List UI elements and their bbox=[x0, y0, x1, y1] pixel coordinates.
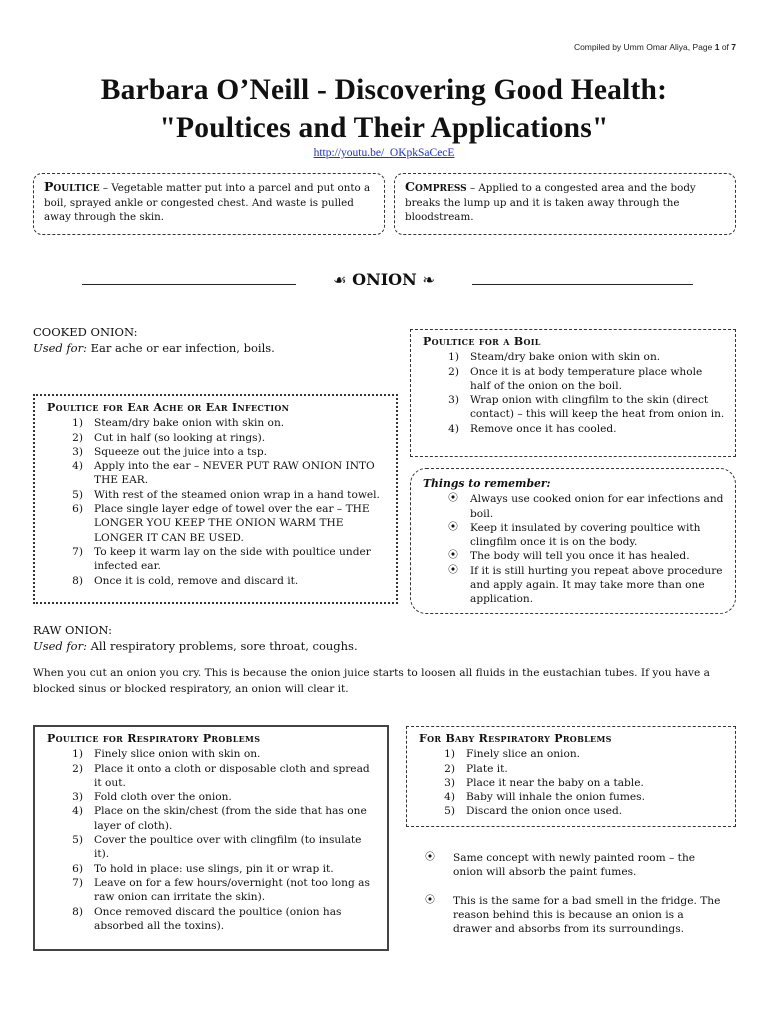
list-item: 4) Remove once it has cooled. bbox=[448, 422, 617, 435]
video-link[interactable]: http://youtu.be/_OKpkSaCecE bbox=[313, 147, 455, 159]
list-item: 3) Squeeze out the juice into a tsp. bbox=[72, 445, 267, 458]
list-item: 2) Once it is at body temperature place whole half of the onion on the boil. bbox=[448, 365, 703, 392]
things-to-remember-title: Things to remember: bbox=[423, 477, 551, 490]
list-item: 1) Finely slice an onion. bbox=[444, 748, 581, 761]
list-item: 2) Plate it. bbox=[444, 762, 508, 775]
used-for-text: Ear ache or ear infection, boils. bbox=[86, 341, 275, 355]
poultice-definition-box bbox=[33, 173, 385, 235]
respiratory-steps-list bbox=[47, 747, 377, 933]
list-item: ⦿ Keep it insulated by covering poultice with clingfilm once it is on the body. bbox=[448, 521, 701, 549]
list-item: ⦿ This is the same for a bad smell in the fridge. The reason behind this is because an onion is a drawer and absorbs from its surroundings. bbox=[425, 894, 721, 936]
list-item: 1) Steam/dry bake onion with skin on. bbox=[448, 351, 661, 364]
list-item: 6) To hold in place: use slings, pin it or wrap it. bbox=[72, 862, 334, 875]
things-to-remember-list bbox=[423, 492, 725, 606]
list-item: 3) Fold cloth over the onion. bbox=[72, 791, 232, 804]
cooked-onion-heading: COOKED ONION: bbox=[33, 325, 138, 339]
respiratory-poultice-box bbox=[33, 725, 389, 951]
list-item: 2) Place it onto a cloth or disposable cloth and spread it out. bbox=[72, 762, 370, 789]
bullet-icon: ⦿ bbox=[448, 564, 458, 576]
ornament-right-icon: ❧ bbox=[422, 271, 435, 289]
list-item: 5) With rest of the steamed onion wrap in a hand towel. bbox=[72, 488, 380, 501]
respiratory-poultice-title: Poultice for Respiratory Problems bbox=[47, 732, 261, 745]
poultice-term: Poultice bbox=[44, 179, 100, 194]
list-item: 3) Wrap onion with clingfilm to the skin (direct contact) – this will keep the heat from onion in. bbox=[448, 394, 725, 421]
ear-ache-steps-list bbox=[47, 416, 386, 588]
list-item: 3) Place it near the baby on a table. bbox=[444, 776, 644, 789]
page-current: 1 bbox=[714, 42, 720, 52]
bullet-icon: ⦿ bbox=[448, 550, 458, 562]
baby-respiratory-title: For Baby Respiratory Problems bbox=[419, 732, 612, 745]
document-title-line-2: "Poultices and Their Applications" bbox=[159, 112, 609, 144]
list-item: 2) Cut in half (so looking at rings). bbox=[72, 431, 266, 444]
list-item: 7) To keep it warm lay on the side with poultice under infected ear. bbox=[72, 545, 371, 573]
used-for-text: All respiratory problems, sore throat, coughs. bbox=[86, 639, 358, 653]
compress-definition-box bbox=[394, 173, 736, 235]
bullet-icon: ⦿ bbox=[425, 852, 435, 863]
section-title-onion bbox=[0, 270, 768, 289]
ear-ache-poultice-box bbox=[33, 394, 398, 604]
compress-definition-text: – Applied to a congested area and the body breaks the lump up and it is taken away through the bloodstream. bbox=[405, 182, 696, 223]
cooked-onion-used-for bbox=[33, 340, 275, 356]
list-item: 4) Baby will inhale the onion fumes. bbox=[444, 791, 645, 804]
raw-onion-heading: RAW ONION: bbox=[33, 623, 112, 637]
ornament-left-icon: ☙ bbox=[333, 271, 347, 289]
things-to-remember-box bbox=[410, 468, 736, 614]
list-item: 4) Apply into the ear – NEVER PUT RAW ONION INTO THE EAR. bbox=[72, 460, 375, 487]
page-separator: of bbox=[719, 42, 732, 52]
list-item: ⦿ Same concept with newly painted room – the onion will absorb the paint fumes. bbox=[425, 852, 696, 879]
ear-ache-poultice-title: Poultice for Ear Ache or Ear Infection bbox=[47, 401, 290, 414]
bullet-icon: ⦿ bbox=[448, 521, 458, 533]
poultice-definition-text: – Vegetable matter put into a parcel and put onto a boil, sprayed ankle or congested chest. And waste is pulled away through the skin. bbox=[44, 182, 371, 223]
onion-notes-list bbox=[425, 851, 725, 936]
used-for-label: Used for: bbox=[33, 639, 87, 653]
baby-respiratory-box bbox=[406, 726, 736, 827]
raw-onion-used-for bbox=[33, 638, 358, 654]
boil-poultice-box bbox=[410, 329, 736, 457]
list-item: 6) Place single layer edge of towel over the ear – THE LONGER YOU KEEP THE ONION WARM THE LONGER IT CAN BE USED. bbox=[72, 503, 370, 544]
document-title-line-1: Barbara O’Neill - Discovering Good Health: bbox=[100, 74, 668, 106]
list-item: ⦿ If it is still hurting you repeat above procedure and apply again. It may take more than one application. bbox=[448, 564, 723, 606]
used-for-label: Used for: bbox=[33, 341, 87, 355]
list-item: ⦿ Always use cooked onion for ear infections and boil. bbox=[448, 493, 724, 520]
page-total: 7 bbox=[731, 42, 736, 52]
list-item: 5) Discard the onion once used. bbox=[444, 805, 623, 818]
section-title-text: ONION bbox=[352, 270, 417, 289]
list-item: 4) Place on the skin/chest (from the side that has one layer of cloth). bbox=[72, 805, 367, 832]
compiled-by-line bbox=[574, 42, 736, 52]
bullet-icon: ⦿ bbox=[448, 493, 458, 505]
list-item: ⦿ The body will tell you once it has healed. bbox=[448, 550, 690, 563]
raw-onion-paragraph: When you cut an onion you cry. This is because the onion juice starts to loosen all fluids in the eustachian tubes. If you have a blocked sinus or blocked respiratory, an onion will clear it. bbox=[33, 667, 710, 695]
boil-steps-list bbox=[423, 350, 725, 436]
compress-term: Compress bbox=[405, 179, 467, 194]
list-item: 8) Once it is cold, remove and discard it. bbox=[72, 574, 299, 587]
list-item: 1) Finely slice onion with skin on. bbox=[72, 748, 261, 761]
bullet-icon: ⦿ bbox=[425, 894, 435, 906]
compiled-by-text: Compiled by Umm Omar Aliya, Page bbox=[573, 42, 715, 52]
list-item: 7) Leave on for a few hours/overnight (not too long as raw onion can irritate the skin). bbox=[72, 876, 370, 904]
list-item: 5) Cover the poultice over with clingfilm (to insulate it). bbox=[72, 834, 362, 861]
baby-steps-list bbox=[419, 747, 725, 818]
list-item: 8) Once removed discard the poultice (onion has absorbed all the toxins). bbox=[72, 905, 342, 932]
list-item: 1) Steam/dry bake onion with skin on. bbox=[72, 417, 285, 430]
boil-poultice-title: Poultice for a Boil bbox=[423, 335, 541, 348]
